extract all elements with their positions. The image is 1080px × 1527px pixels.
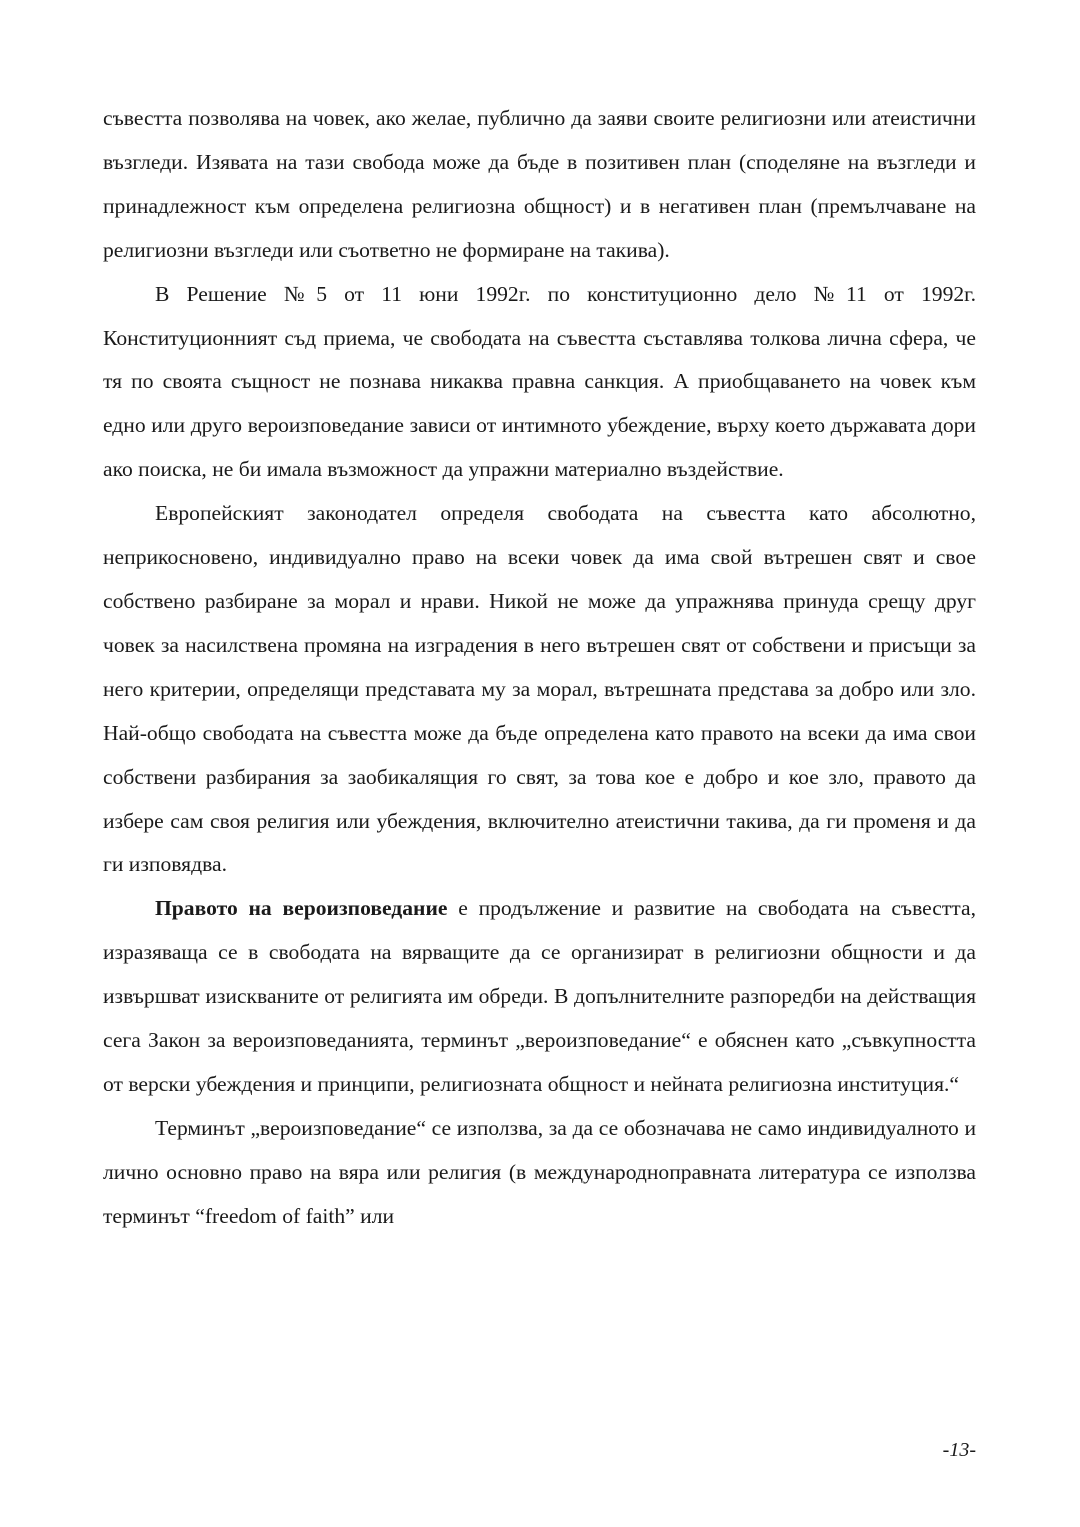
paragraph-continuation: съвестта позволява на човек, ако желае, публично да заяви своите религиозни или атеистични възгледи. Изявата на тази свобода може да бъде в позитивен план (споделяне на възгледи и принадлежност към определена религиозна общност) и в негативен план (премълчаване на религиозни възгледи или съответно не формиране на такива). (103, 106, 976, 262)
page-number: -13- (942, 1439, 976, 1461)
paragraph-european-legislator: Европейският законодател определя свободата на съвестта като абсолютно, неприкосновено, индивидуално право на всеки човек да има свой вътрешен свят и свое собствено разбиране за морал и нрави. Никой не може да упражнява принуда срещу друг човек за насилствена промяна на изградения в него вътрешен свят от собствени и присъщи за него критерии, определящи представата му за морал, вътрешната представа за добро или зло. Най-общо свободата на съвестта може да бъде определена като правото на всеки да има свои собствени разбирания за заобикалящия го свят, за това кое е добро и кое зло, правото да избере сам своя религия или убеждения, включително атеистични такива, да ги променя и да ги изповядва. (103, 501, 976, 877)
document-page (103, 97, 976, 1239)
paragraph-court-decision: В Решение №5 от 11 юни 1992г. по конституционно дело №11 от 1992г. Конституционният съд приема, че свободата на съвестта съставлява толкова лична сфера, че тя по своята същност не познава никаква правна санкция. А приобщаването на човек към едно или друго вероизповедание зависи от интимното убеждение, върху което държавата дори ако поиска, не би имала възможност да упражни материално въздействие. (103, 281, 976, 482)
bold-term: Правото на вероизповедание (155, 896, 448, 921)
paragraph-term-usage: Терминът „вероизповедание“ се използва, за да се обозначава не само индивидуалното и лично основно право на вяра или религия (в международноправната литература се използва терминът “freedom of faith” или (103, 1115, 976, 1228)
paragraph-body: е продължение и развитие на свободата на съвестта, изразяваща се в свободата на вярващите да се организират в религиозни общности и да извършват изискваните от религията им обреди. В допълнителните разпоредби на действащия сега Закон за вероизповеданията, терминът „вероизповедание“ е обяснен като „съвкупността от верски убеждения и принципи, религиозната общност и нейната религиозна институция.“ (103, 896, 976, 1096)
paragraph-right-of-religion (103, 887, 976, 1107)
